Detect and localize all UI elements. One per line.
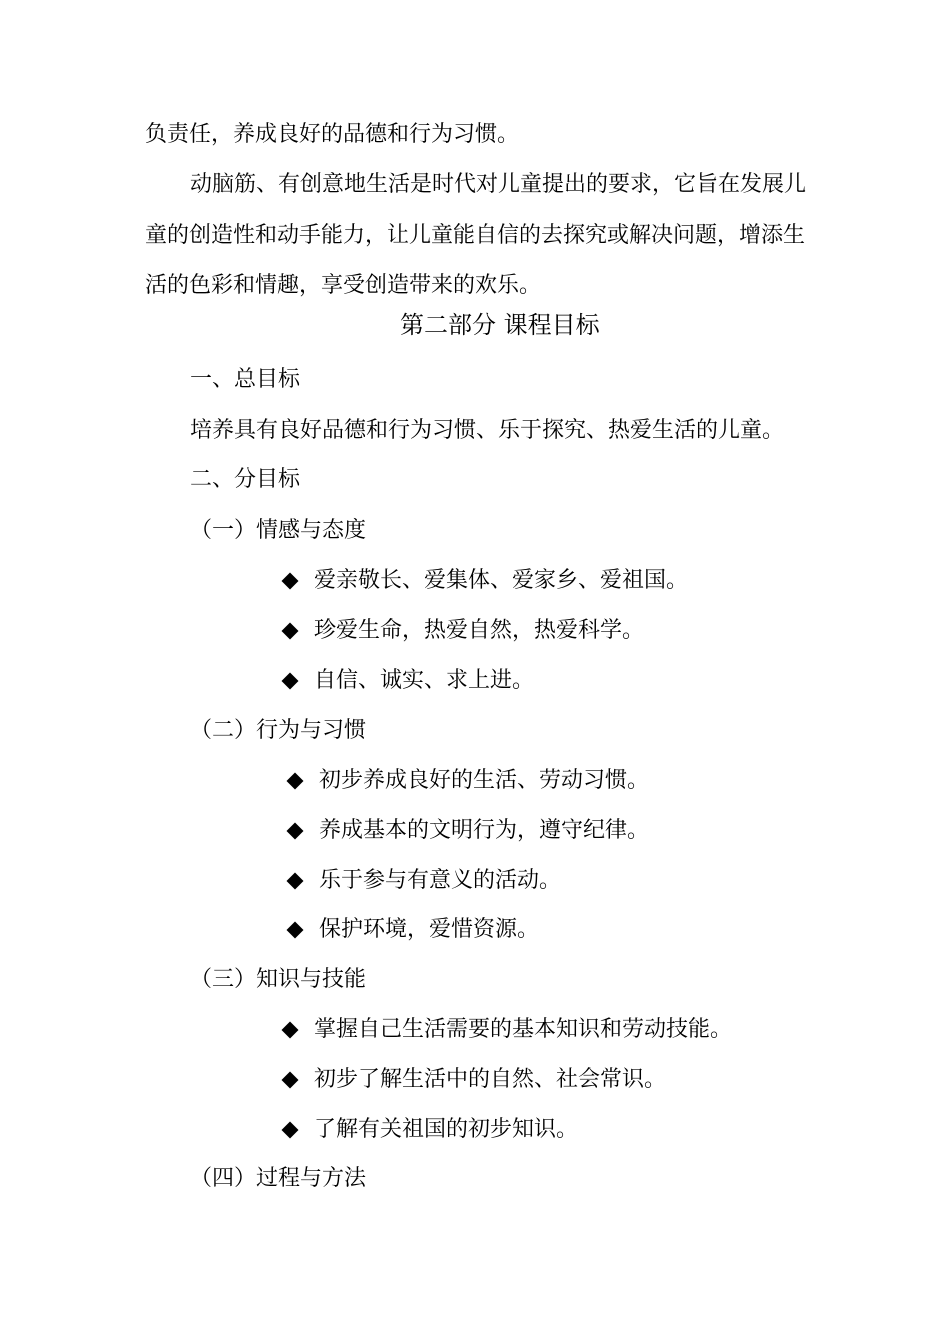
group-heading-knowledge: （三）知识与技能 (190, 967, 367, 992)
list-item (285, 866, 561, 896)
list-item-text: 珍爱生命，热爱自然，热爱科学。 (314, 618, 645, 643)
list-item-text: 保护环境，爱惜资源。 (319, 917, 540, 942)
list-item-text: 初步了解生活中的自然、社会常识。 (314, 1067, 667, 1092)
section-title: 第二部分 课程目标 (400, 311, 600, 339)
paragraph-line: 童的创造性和动手能力，让儿童能自信的去探究或解决问题，增添生 (145, 223, 806, 248)
list-item-text: 爱亲敬长、爱集体、爱家乡、爱祖国。 (314, 568, 689, 593)
list-item-text: 掌握自己生活需要的基本知识和劳动技能。 (314, 1017, 733, 1042)
paragraph-line: 负责任，养成良好的品德和行为习惯。 (145, 122, 520, 147)
diamond-bullet-icon (282, 573, 299, 590)
list-item-text: 养成基本的文明行为，遵守纪律。 (319, 818, 650, 843)
list-item-text: 了解有关祖国的初步知识。 (314, 1117, 579, 1142)
diamond-bullet-icon (287, 823, 304, 840)
list-item (280, 666, 534, 696)
group-heading-emotion: （一）情感与态度 (190, 518, 367, 543)
list-item-text: 自信、诚实、求上进。 (314, 668, 535, 693)
list-item (280, 1065, 666, 1095)
list-item-text: 初步养成良好的生活、劳动习惯。 (319, 768, 650, 793)
diamond-bullet-icon (282, 1072, 299, 1089)
sub-goals-heading: 二、分目标 (190, 467, 301, 492)
diamond-bullet-icon (287, 773, 304, 790)
overall-goal-text: 培养具有良好品德和行为习惯、乐于探究、热爱生活的儿童。 (190, 418, 785, 443)
diamond-bullet-icon (282, 1122, 299, 1139)
overall-goal-heading: 一、总目标 (190, 367, 301, 392)
list-item (280, 1115, 578, 1145)
diamond-bullet-icon (282, 623, 299, 640)
diamond-bullet-icon (282, 673, 299, 690)
diamond-bullet-icon (287, 922, 304, 939)
list-item (285, 766, 649, 796)
list-item (280, 616, 644, 646)
list-item (285, 816, 649, 846)
list-item-text: 乐于参与有意义的活动。 (319, 868, 562, 893)
list-item (285, 915, 539, 945)
paragraph-line: 动脑筋、有创意地生活是时代对儿童提出的要求，它旨在发展儿 (190, 172, 807, 197)
list-item (280, 1015, 732, 1045)
diamond-bullet-icon (282, 1022, 299, 1039)
group-heading-process: （四）过程与方法 (190, 1166, 367, 1191)
group-heading-behavior: （二）行为与习惯 (190, 718, 367, 743)
list-item (280, 566, 688, 596)
paragraph-line: 活的色彩和情趣，享受创造带来的欢乐。 (145, 273, 542, 298)
diamond-bullet-icon (287, 873, 304, 890)
